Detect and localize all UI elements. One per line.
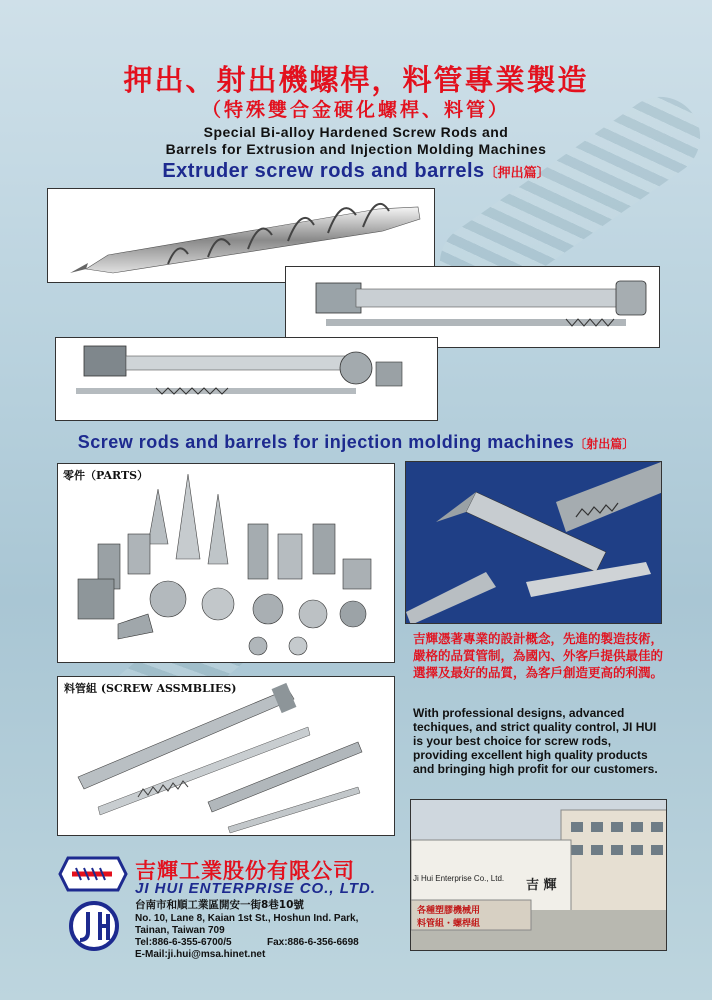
parts-label: 零件（PARTS）	[63, 469, 149, 482]
company-email: E-Mail:ji.hui@msa.hinet.net	[135, 949, 266, 960]
company-logo	[58, 856, 128, 892]
company-emblem-icon	[68, 900, 120, 952]
extruder-section-title-cn: 〔押出篇〕	[484, 166, 550, 181]
building-banner-line2: 料管組・螺桿組	[417, 919, 481, 929]
page-title-cn: 押出、射出機螺桿，料管專業製造	[123, 63, 589, 97]
extruder-section-title-en: Extruder screw rods and barrels	[162, 160, 485, 182]
extruder-barrel-photo	[285, 266, 660, 348]
description-cn: 吉輝憑著專業的設計概念，先進的製造技術，嚴格的品質管制，為國內、外客戶提供最佳的選擇及最好的品質，為客戶創造更高的利潤。	[413, 631, 664, 680]
extruder-assembly-photo	[55, 337, 438, 421]
description-en: With professional designs, advanced techiques, and strict quality control, JI HUI is your best choice for screw rods, providing excellent high quality products and bringing high profit for our customers.	[413, 706, 658, 776]
building-sign-cn: 吉 輝	[526, 878, 557, 893]
company-address-cn: 台南市和順工業區開安一街8巷10號	[135, 899, 304, 911]
company-name-cn: 吉輝工業股份有限公司	[135, 859, 355, 883]
injection-section-heading	[0, 432, 712, 453]
company-address-en-line1: No. 10, Lane 8, Kaian 1st St., Hoshun Ind. Park,	[135, 913, 359, 924]
page-title-en-line2: Barrels for Extrusion and Injection Molding Machines	[165, 141, 547, 157]
company-tel: Tel:886-6-355-6700/5	[135, 937, 232, 948]
parts-photo	[57, 463, 395, 663]
building-banner-line1: 各種塑膠機械用	[417, 906, 481, 916]
company-fax: Fax:886-6-356-6698	[267, 937, 359, 948]
extruder-section-heading	[0, 160, 712, 183]
injection-section-title-cn: 〔射出篇〕	[574, 437, 635, 451]
injection-section-title-en: Screw rods and barrels for injection molding machines	[77, 432, 575, 452]
company-address-en-line2: Tainan, Taiwan 709	[135, 925, 225, 936]
building-sign-en: Ji Hui Enterprise Co., Ltd.	[413, 874, 505, 883]
screw-assemblies-label: 料管組 (SCREW ASSMBLIES)	[64, 682, 237, 695]
company-name-en: JI HUI ENTERPRISE CO., LTD.	[135, 880, 376, 897]
screw-assemblies-photo	[57, 676, 395, 836]
page-subtitle-cn: （特殊雙合金硬化螺桿、料管）	[201, 99, 510, 121]
page-title-en-line1: Special Bi-alloy Hardened Screw Rods and	[203, 124, 509, 140]
factory-building-photo	[410, 799, 667, 951]
screw-closeup-photo	[405, 461, 662, 624]
